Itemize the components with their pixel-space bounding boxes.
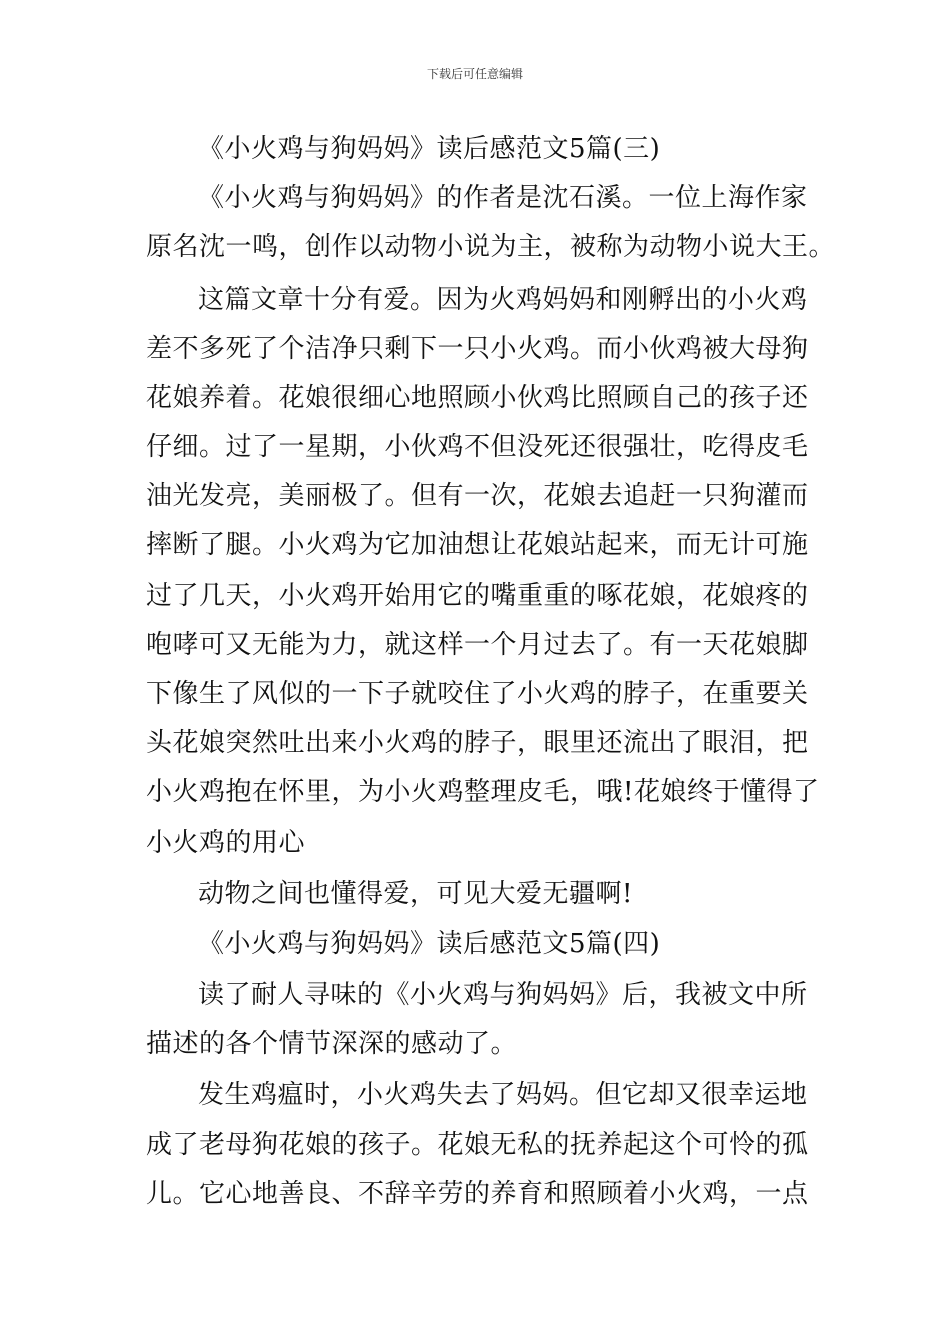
paragraph-line: 发生鸡瘟时，小火鸡失去了妈妈。但它却又很幸运地	[198, 1080, 808, 1110]
paragraph-line: 差不多死了个洁净只剩下一只小火鸡。而小伙鸡被大母狗	[146, 334, 809, 364]
paragraph-line: 儿。它心地善良、不辞辛劳的养育和照顾着小火鸡，一点	[146, 1179, 809, 1209]
paragraph-line: 摔断了腿。小火鸡为它加油想让花娘站起来，而无计可施	[146, 530, 809, 560]
section-title-4: 《小火鸡与狗妈妈》读后感范文5篇(四)	[198, 929, 661, 959]
paragraph-line: 描述的各个情节深深的感动了。	[146, 1029, 518, 1059]
paragraph-line: 《小火鸡与狗妈妈》的作者是沈石溪。一位上海作家	[198, 183, 808, 213]
paragraph-line: 原名沈一鸣，创作以动物小说为主，被称为动物小说大王。	[146, 232, 836, 262]
paragraph-line: 成了老母狗花娘的孩子。花娘无私的抚养起这个可怜的孤	[146, 1130, 809, 1160]
paragraph-line: 咆哮可又无能为力，就这样一个月过去了。有一天花娘脚	[146, 630, 809, 660]
paragraph-line: 油光发亮，美丽极了。但有一次，花娘去追赶一只狗灌而	[146, 481, 809, 511]
header-note: 下载后可任意编辑	[426, 67, 523, 81]
paragraph-line: 这篇文章十分有爱。因为火鸡妈妈和刚孵出的小火鸡	[198, 285, 808, 315]
paragraph-line: 小火鸡的用心	[146, 828, 306, 858]
paragraph-line: 动物之间也懂得爱，可见大爱无疆啊!	[198, 879, 633, 909]
section-title-3: 《小火鸡与狗妈妈》读后感范文5篇(三)	[198, 134, 661, 164]
paragraph-line: 仔细。过了一星期，小伙鸡不但没死还很强壮，吃得皮毛	[146, 432, 809, 462]
paragraph-line: 小火鸡抱在怀里，为小火鸡整理皮毛，哦!花娘终于懂得了	[146, 777, 820, 807]
paragraph-line: 读了耐人寻味的《小火鸡与狗妈妈》后，我被文中所	[198, 980, 808, 1010]
paragraph-line: 过了几天，小火鸡开始用它的嘴重重的啄花娘，花娘疼的	[146, 581, 809, 611]
paragraph-line: 头花娘突然吐出来小火鸡的脖子，眼里还流出了眼泪，把	[146, 728, 809, 758]
paragraph-line: 下像生了风似的一下子就咬住了小火鸡的脖子，在重要关	[146, 679, 809, 709]
paragraph-line: 花娘养着。花娘很细心地照顾小伙鸡比照顾自己的孩子还	[146, 383, 809, 413]
